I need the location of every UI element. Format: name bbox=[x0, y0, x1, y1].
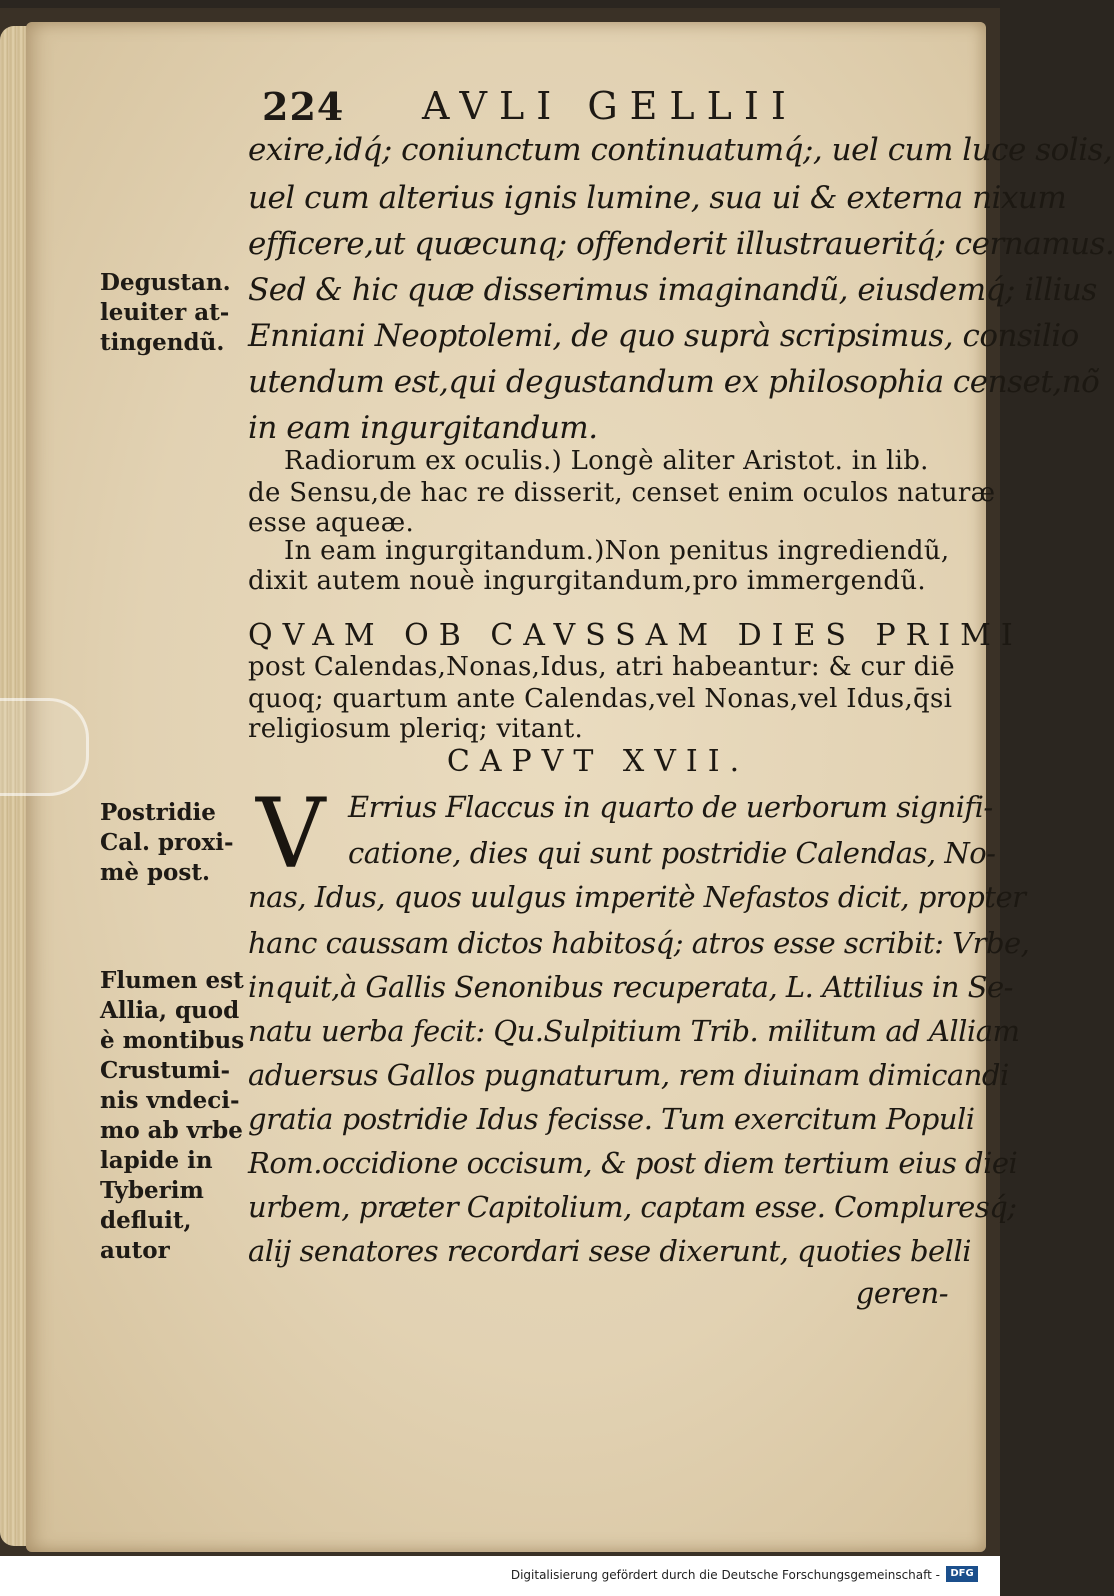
margin-note-line: Allia, quod bbox=[100, 997, 240, 1024]
margin-note-line: lapide in bbox=[100, 1147, 213, 1174]
note-line: esse aqueæ. bbox=[248, 508, 415, 538]
margin-note-postridie bbox=[100, 798, 250, 888]
note-line: In eam ingurgitandum.)Non penitus ingrediendũ, bbox=[284, 536, 950, 566]
chapter-title-caps: QVAM OB CAVSSAM DIES PRIMI bbox=[248, 618, 1023, 653]
text-line: Sed & hic quæ disserimus imaginandũ, eiusdemq́; illius bbox=[248, 272, 1097, 308]
margin-note-line: è montibus bbox=[100, 1027, 245, 1054]
margin-note-line: Degustan. bbox=[100, 269, 231, 296]
margin-note-line: Flumen est bbox=[100, 967, 244, 994]
footer-bar bbox=[0, 1556, 1000, 1596]
body-line: alij senatores recordari sese dixerunt, quoties belli bbox=[248, 1234, 972, 1268]
note-line: Radiorum ex oculis.) Longè aliter Aristot. in lib. bbox=[284, 446, 929, 476]
text-line: efficere,ut quæcunq; offenderit illustraueritq́; cernamus. bbox=[248, 226, 1114, 262]
dfg-logo: DFG bbox=[946, 1566, 978, 1582]
margin-note-line: Crustumi- bbox=[100, 1057, 231, 1084]
margin-note-flumen bbox=[100, 966, 250, 1266]
margin-note-line: Cal. proxi- bbox=[100, 829, 234, 856]
margin-note-line: autor bbox=[100, 1237, 170, 1264]
body-line: inquit,à Gallis Senonibus recuperata, L. Attilius in Se- bbox=[248, 970, 1013, 1004]
margin-note-line: mo ab vrbe bbox=[100, 1117, 243, 1144]
page-number: 224 bbox=[262, 84, 345, 129]
text-line: Enniani Neoptolemi, de quo suprà scripsimus, consilio bbox=[248, 318, 1079, 354]
body-line: aduersus Gallos pugnaturum, rem diuinam dimicandi bbox=[248, 1058, 1009, 1092]
catchword: geren- bbox=[855, 1276, 948, 1310]
drop-cap: V bbox=[256, 778, 326, 890]
body-line: Errius Flaccus in quarto de uerborum signifi- bbox=[348, 790, 993, 824]
note-line: de Sensu,de hac re disserit, censet enim oculos naturæ bbox=[248, 478, 996, 508]
text-line: exire,idq́; coniunctum continuatumq́;, uel cum luce solis, bbox=[248, 132, 1113, 168]
text-line: utendum est,qui degustandum ex philosophia censet,nõ bbox=[248, 364, 1100, 400]
margin-note-line: leuiter at- bbox=[100, 299, 230, 326]
margin-note-degustan bbox=[100, 268, 250, 358]
body-line: natu uerba fecit: Qu.Sulpitium Trib. militum ad Alliam bbox=[248, 1014, 1020, 1048]
chapter-number: CAPVT XVII. bbox=[446, 744, 750, 779]
running-head bbox=[262, 84, 962, 128]
margin-note-line: defluit, bbox=[100, 1207, 192, 1234]
page-clip bbox=[0, 698, 89, 796]
body-line: nas, Idus, quos uulgus imperitè Nefastos dicit, propter bbox=[248, 880, 1026, 914]
text-line: uel cum alterius ignis lumine, sua ui & externa nixum bbox=[248, 180, 1067, 216]
body-line: gratia postridie Idus fecisse. Tum exercitum Populi bbox=[248, 1102, 975, 1136]
margin-note-line: Tyberim bbox=[100, 1177, 204, 1204]
margin-note-line: Postridie bbox=[100, 799, 216, 826]
body-line: urbem, præter Capitolium, captam esse. Compluresq́; bbox=[248, 1190, 1017, 1224]
margin-note-line: nis vndeci- bbox=[100, 1087, 240, 1114]
margin-note-line: tingendũ. bbox=[100, 329, 225, 356]
text-line: in eam ingurgitandum. bbox=[248, 410, 598, 446]
chapter-title-line: post Calendas,Nonas,Idus, atri habeantur: & cur diē bbox=[248, 652, 955, 682]
chapter-title-line: religiosum pleriq; vitant. bbox=[248, 714, 584, 744]
body-line: hanc caussam dictos habitosq́; atros esse scribit: Vrbe, bbox=[248, 926, 1030, 960]
chapter-title-line: quoq; quartum ante Calendas,vel Nonas,vel Idus,q̄si bbox=[248, 684, 953, 714]
margin-note-line: mè post. bbox=[100, 859, 210, 886]
body-line: Rom.occidione occisum, & post diem tertium eius diei bbox=[248, 1146, 1018, 1180]
note-line: dixit autem nouè ingurgitandum,pro immergendũ. bbox=[248, 566, 926, 596]
running-title: AVLI GELLII bbox=[422, 84, 798, 128]
body-line: catione, dies qui sunt postridie Calendas, No- bbox=[348, 836, 996, 870]
funding-credit: Digitalisierung gefördert durch die Deutsche Forschungsgemeinschaft - bbox=[510, 1568, 940, 1582]
